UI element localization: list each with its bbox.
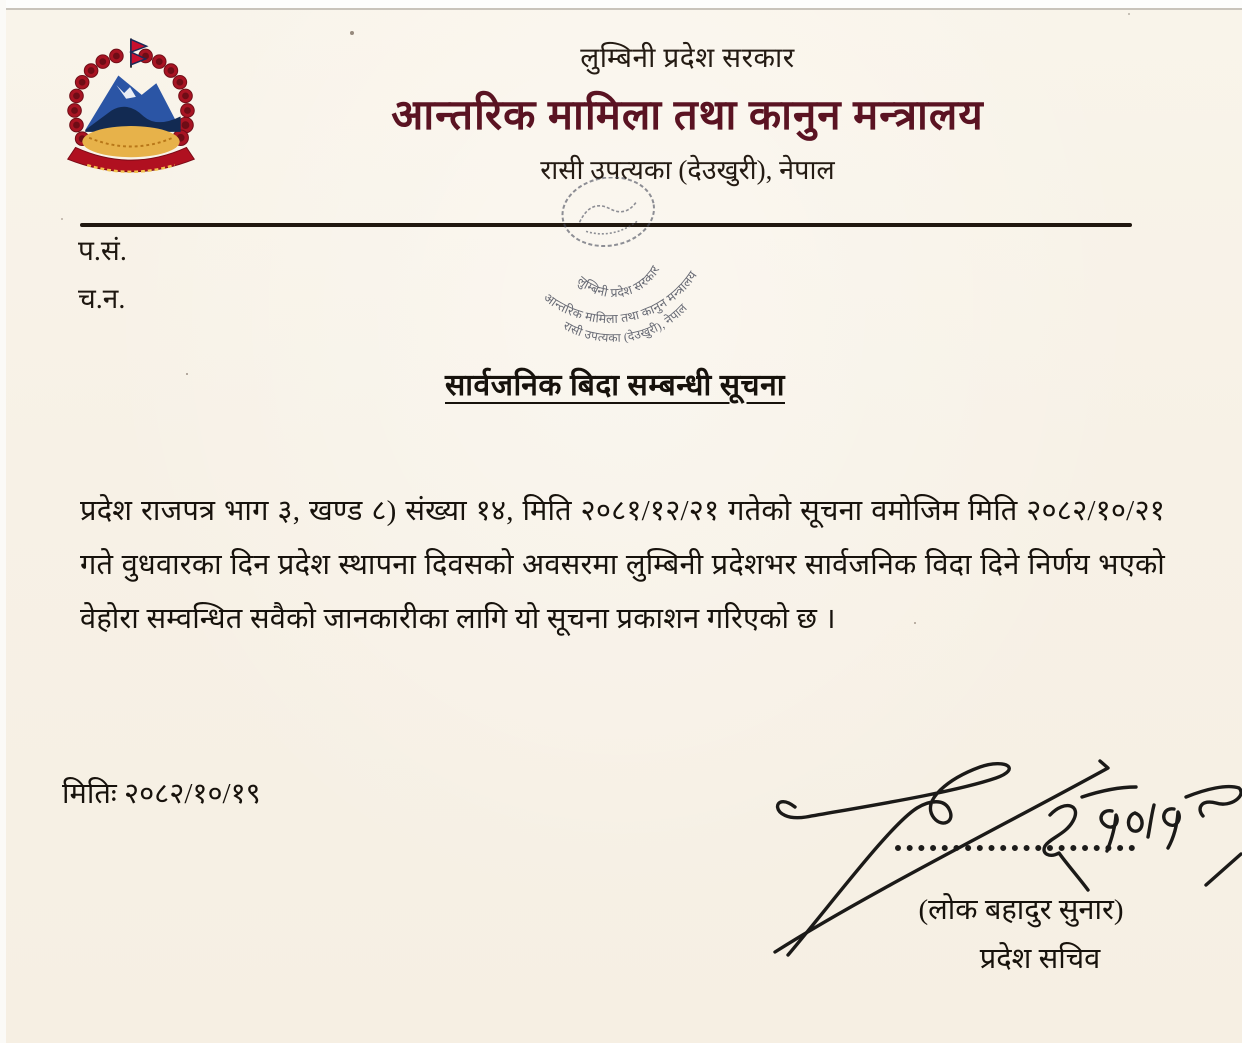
signatory-title: प्रदेश सचिव	[979, 943, 1101, 975]
letterhead	[235, 38, 1140, 187]
patra-sankhya-label: प.सं.	[78, 236, 127, 267]
chalani-number-label: च.न.	[78, 284, 126, 315]
subject-heading-wrap	[0, 363, 1230, 404]
stamp-content	[524, 177, 709, 356]
emblem-mountains	[85, 75, 180, 131]
signatory-name: (लोक बहादुर सुनार)	[918, 894, 1124, 926]
stamp-arc-outer-text: रासी उपत्यका (देउखुरी), नेपाल	[561, 300, 690, 345]
subject-heading: सार्वजनिक बिदा सम्बन्धी सूचना	[445, 369, 785, 402]
government-name: लुम्बिनी प्रदेश सरकार	[580, 43, 795, 74]
emblem-field	[82, 126, 179, 157]
svg-text:आन्तरिक मामिला तथा कानुन मन्त्	[540, 266, 706, 337]
ministry-address: रासी उपत्यका (देउखुरी), नेपाल	[540, 155, 835, 185]
stamp-arc-inner-text: लुम्बिनी प्रदेश सरकार	[574, 263, 663, 301]
scan-edge-top	[0, 0, 1242, 10]
svg-text:रासी उपत्यका (देउखुरी), नेपाल	[559, 299, 694, 354]
scan-edge-left	[0, 0, 6, 1043]
stamp-emblem-sketch	[557, 177, 659, 252]
svg-text:लुम्बिनी प्रदेश सरकार	[572, 261, 666, 306]
ministry-name: आन्तरिक मामिला तथा कानुन मन्त्रालय	[391, 93, 984, 139]
stamp-arc-middle-text: आन्तरिक मामिला तथा कानुन मन्त्रालय	[541, 268, 700, 327]
nepal-government-emblem-icon	[58, 34, 204, 186]
round-office-ink-stamp-icon	[462, 177, 772, 357]
issue-date: मितिः २०८२/१०/१९	[62, 778, 261, 810]
ink-specks	[350, 31, 354, 35]
letterhead-divider-rule	[80, 223, 1132, 227]
notice-body-paragraph: प्रदेश राजपत्र भाग ३, खण्ड ८) संख्या १४, मिति २०८१/१२/२१ गतेको सूचना वमोजिम मिति २०८२/१०/२१ गते वुधवारका दिन प्रदेश स्थापना दिवसको अवसरमा लुम्बिनी प्रदेशभर सार्वजनिक विदा दिने निर्णय भएको वेहोरा सम्वन्धित सवैको जानकारीका लागि यो सूचना प्रकाशन गरिएको छ ।	[80, 495, 1165, 635]
